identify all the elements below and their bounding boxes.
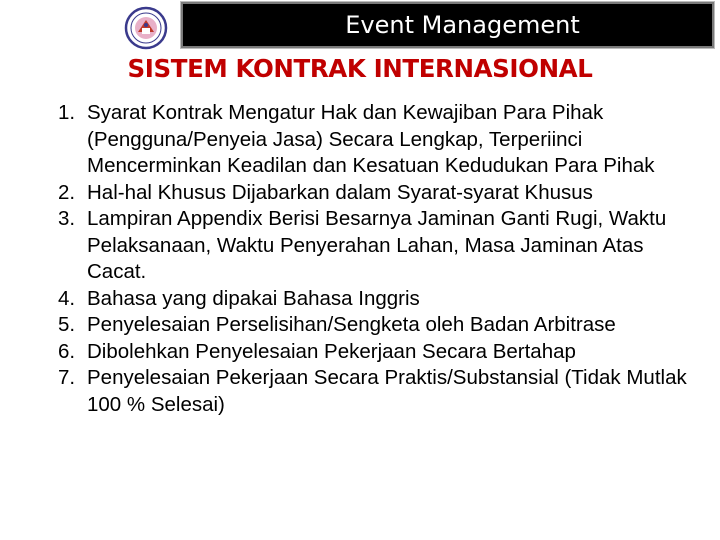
list-item xyxy=(58,180,708,207)
list-item-text: Bahasa yang dipakai Bahasa Inggris xyxy=(87,286,420,310)
university-logo xyxy=(118,6,174,50)
list-item-text: Syarat Kontrak Mengatur Hak dan Kewajiban Para Pihak (Pengguna/Penyeia Jasa) Secara Lengkap, Terperiinci Mencerminkan Keadilan dan Kesatuan Kedudukan Para Pihak xyxy=(87,101,655,177)
list-item xyxy=(58,286,708,313)
list-item-text: Lampiran Appendix Berisi Besarnya Jaminan Ganti Rugi, Waktu Pelaksanaan, Waktu Penyerahan Lahan, Masa Jaminan Atas Cacat. xyxy=(87,207,667,283)
list-item xyxy=(58,339,708,366)
slide-title: SISTEM KONTRAK INTERNASIONAL xyxy=(127,54,593,83)
header-title: Event Management xyxy=(345,11,580,39)
list-item-text: Dibolehkan Penyelesaian Pekerjaan Secara Bertahap xyxy=(87,339,576,363)
list-item-text: Penyelesaian Pekerjaan Secara Praktis/Substansial (Tidak Mutlak 100 % Selesai) xyxy=(87,366,687,416)
numbered-list xyxy=(58,100,708,418)
list-item-number: 1. xyxy=(58,101,76,124)
list-item-number: 2. xyxy=(58,180,76,204)
list-item xyxy=(58,206,708,286)
list-item-text: Hal-hal Khusus Dijabarkan dalam Syarat-syarat Khusus xyxy=(87,180,593,204)
list-item-number: 3. xyxy=(58,207,76,230)
list-item-number: 4. xyxy=(58,286,76,310)
list-item xyxy=(58,100,708,180)
list-item xyxy=(58,365,708,418)
university-seal-icon xyxy=(118,6,174,50)
list-item-number: 7. xyxy=(58,366,76,389)
list-item xyxy=(58,312,708,339)
list-item-number: 5. xyxy=(58,313,76,336)
list-item-text: Penyelesaian Perselisihan/Sengketa oleh Badan Arbitrase xyxy=(87,313,616,336)
list-item-number: 6. xyxy=(58,339,76,363)
